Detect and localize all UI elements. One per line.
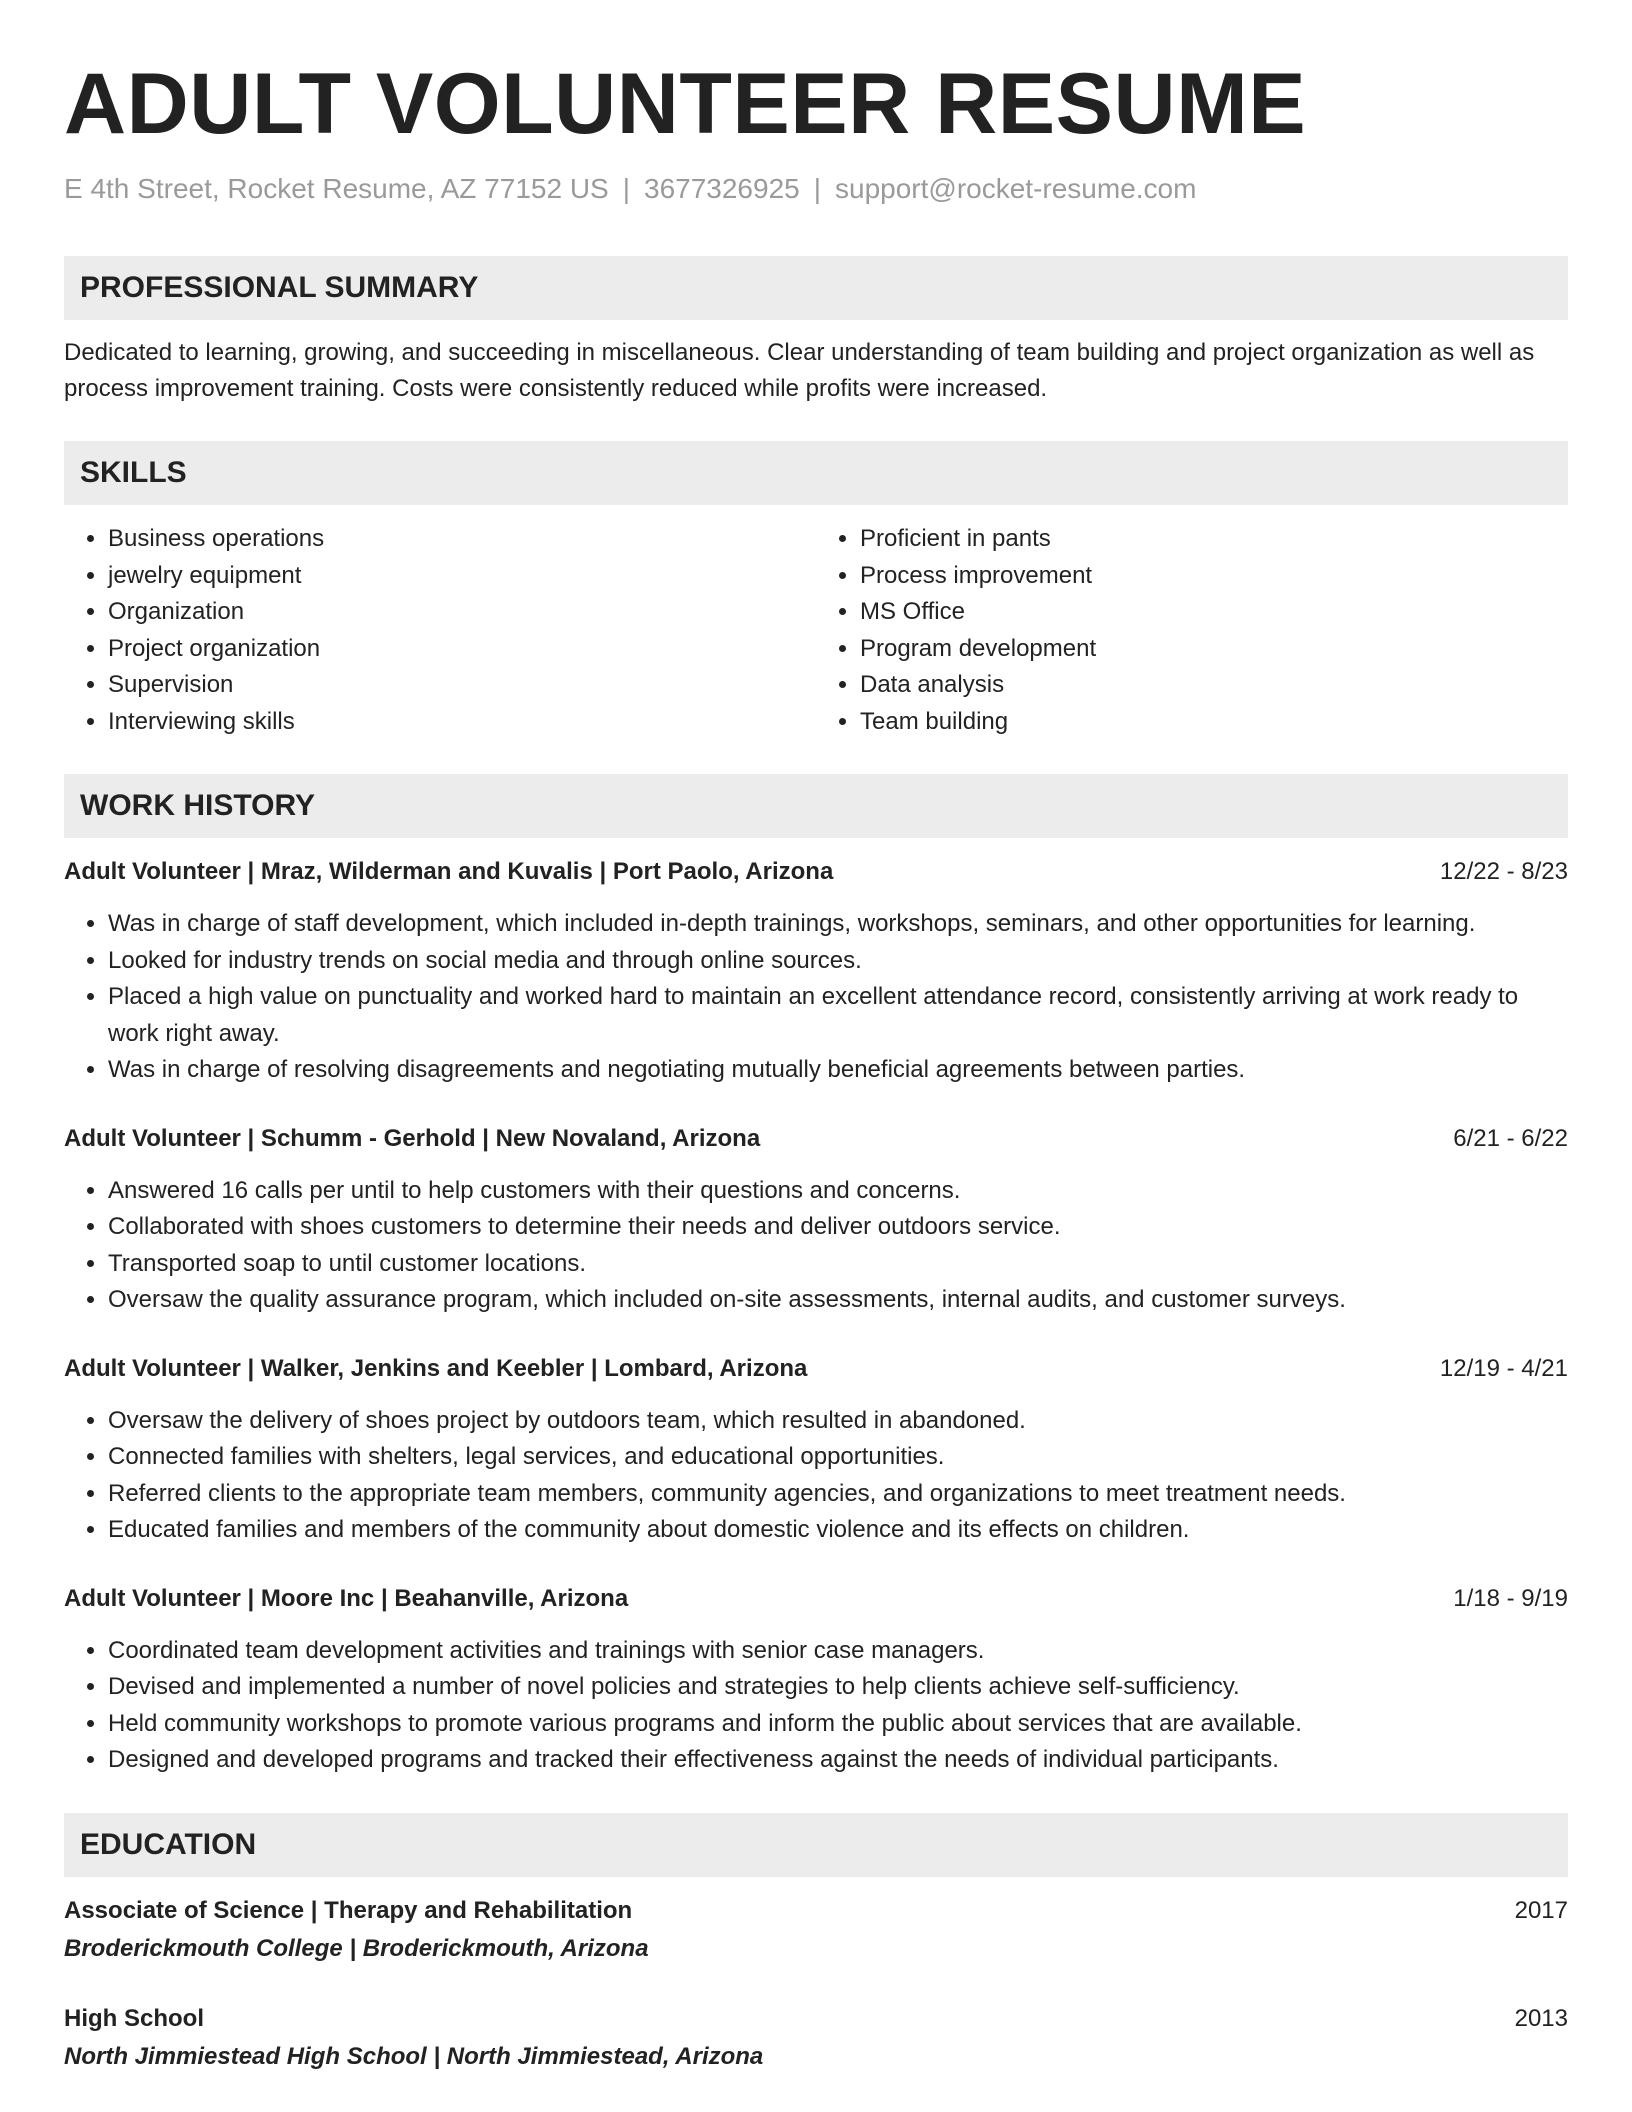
- job-bullet: • Devised and implemented a number of novel policies and strategies to help clients achieve self-sufficiency.: [108, 1669, 1568, 1706]
- skill-item: • Organization: [108, 594, 816, 631]
- job-bullets: [64, 1173, 1568, 1319]
- job-bullet: • Connected families with shelters, legal services, and educational opportunities.: [108, 1439, 1568, 1476]
- job-bullet: • Collaborated with shoes customers to determine their needs and deliver outdoors service.: [108, 1209, 1568, 1246]
- education-heading-row: [64, 2001, 1568, 2037]
- job-dates: 12/22 - 8/23: [1439, 858, 1568, 885]
- contact-separator: |: [813, 173, 822, 204]
- skill-item: • jewelry equipment: [108, 558, 816, 595]
- job-entry: [64, 1581, 1568, 1779]
- contact-email: support@rocket-resume.com: [835, 173, 1197, 204]
- skills-column-right: [816, 521, 1568, 740]
- contact-line: [64, 172, 1568, 206]
- job-bullet: • Oversaw the delivery of shoes project by outdoors team, which resulted in abandoned.: [108, 1403, 1568, 1440]
- job-entry: [64, 1351, 1568, 1549]
- job-bullet: • Coordinated team development activities and trainings with senior case managers.: [108, 1633, 1568, 1670]
- skill-item: • Business operations: [108, 521, 816, 558]
- job-title: Adult Volunteer | Moore Inc | Beahanville, Arizona: [64, 1584, 629, 1612]
- skills-column-left: [64, 521, 816, 740]
- section-header-summary: PROFESSIONAL SUMMARY: [64, 256, 1568, 320]
- education-year: 2017: [1514, 1896, 1568, 1924]
- skill-item: • Team building: [860, 704, 1568, 741]
- skill-item: • Proficient in pants: [860, 521, 1568, 558]
- job-bullet: • Held community workshops to promote various programs and inform the public about services that are available.: [108, 1706, 1568, 1743]
- education-year: 2013: [1514, 2004, 1568, 2032]
- education-school: North Jimmiestead High School | North Jimmiestead, Arizona: [64, 2042, 764, 2070]
- job-entry: [64, 854, 1568, 1089]
- job-dates: 6/21 - 6/22: [1453, 1124, 1568, 1152]
- education-degree: High School: [64, 2004, 204, 2032]
- resume-title: ADULT VOLUNTEER RESUME: [64, 56, 1307, 152]
- job-dates: 12/19 - 4/21: [1439, 1354, 1568, 1382]
- job-bullet: • Referred clients to the appropriate team members, community agencies, and organizations to meet treatment needs.: [108, 1476, 1568, 1513]
- education-degree: Associate of Science | Therapy and Rehabilitation: [64, 1896, 633, 1924]
- section-header-skills: SKILLS: [64, 441, 1568, 505]
- contact-address: E 4th Street, Rocket Resume, AZ 77152 US: [64, 173, 609, 204]
- skill-item: • MS Office: [860, 594, 1568, 631]
- section-header-education: EDUCATION: [64, 1813, 1568, 1877]
- education-school: Broderickmouth College | Broderickmouth, Arizona: [64, 1934, 649, 1962]
- job-bullet: • Transported soap to until customer locations.: [108, 1246, 1568, 1283]
- contact-phone: 3677326925: [644, 173, 800, 204]
- job-bullet: • Placed a high value on punctuality and worked hard to maintain an excellent attendance record, consistently arriving at work ready to work right away.: [108, 979, 1568, 1052]
- skill-item: • Supervision: [108, 667, 816, 704]
- education-entry: [64, 2001, 1568, 2075]
- job-bullet: • Was in charge of staff development, which included in-depth trainings, workshops, seminars, and other opportunities for learning.: [108, 906, 1568, 943]
- skill-item: • Interviewing skills: [108, 704, 816, 741]
- job-heading-row: [64, 1351, 1568, 1387]
- job-bullet: • Looked for industry trends on social media and through online sources.: [108, 943, 1568, 980]
- contact-separator: |: [622, 173, 630, 204]
- job-dates: 1/18 - 9/19: [1453, 1584, 1568, 1612]
- job-heading-row: [64, 1121, 1568, 1157]
- education-entry: [64, 1893, 1568, 1967]
- job-entry: [64, 1121, 1568, 1319]
- job-bullets: [64, 906, 1568, 1089]
- skills-list: [64, 521, 1568, 740]
- skill-item: • Program development: [860, 631, 1568, 668]
- education-heading-row: [64, 1893, 1568, 1929]
- job-bullet: • Designed and developed programs and tracked their effectiveness against the needs of individual participants.: [108, 1742, 1568, 1779]
- skill-item: • Data analysis: [860, 667, 1568, 704]
- job-bullets: [64, 1403, 1568, 1549]
- job-title: Adult Volunteer | Mraz, Wilderman and Kuvalis | Port Paolo, Arizona: [64, 858, 834, 885]
- job-bullets: [64, 1633, 1568, 1779]
- section-header-work-history: WORK HISTORY: [64, 774, 1568, 838]
- summary-text: Dedicated to learning, growing, and succeeding in miscellaneous. Clear understanding of team building and project organization as well as process improvement training. Costs were consistently reduced while profits were increased.: [64, 339, 1535, 402]
- skill-item: • Process improvement: [860, 558, 1568, 595]
- skill-item: • Project organization: [108, 631, 816, 668]
- job-heading-row: [64, 854, 1568, 890]
- job-heading-row: [64, 1581, 1568, 1617]
- job-bullet: • Educated families and members of the community about domestic violence and its effects on children.: [108, 1512, 1568, 1549]
- job-bullet: • Answered 16 calls per until to help customers with their questions and concerns.: [108, 1173, 1568, 1210]
- job-title: Adult Volunteer | Schumm - Gerhold | New Novaland, Arizona: [64, 1124, 761, 1152]
- job-bullet: • Oversaw the quality assurance program, which included on-site assessments, internal audits, and customer surveys.: [108, 1282, 1568, 1319]
- job-title: Adult Volunteer | Walker, Jenkins and Keebler | Lombard, Arizona: [64, 1354, 808, 1382]
- job-bullet: • Was in charge of resolving disagreements and negotiating mutually beneficial agreements between parties.: [108, 1052, 1568, 1089]
